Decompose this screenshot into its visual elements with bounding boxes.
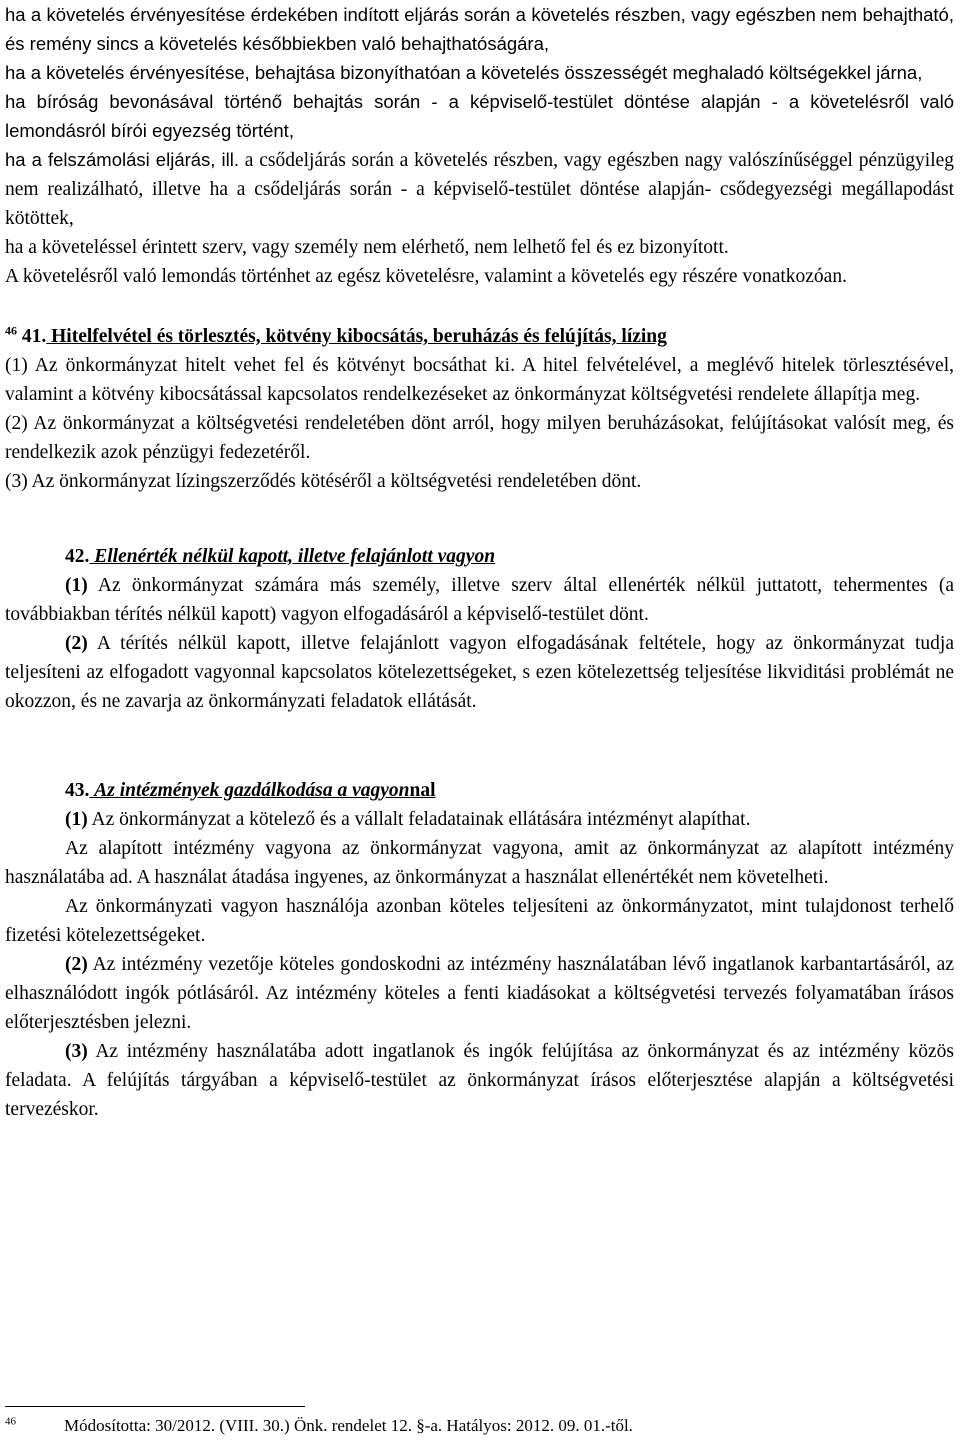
paragraph-waiver: A követelésről való lemondás történhet az egész követelésre, valamint a követelés egy részére vonatkozóan. (5, 266, 847, 287)
document-body (5, 0, 954, 1124)
footnote-ref-46[interactable]: 46 (5, 323, 17, 338)
paragraph-court-settlement: ha bíróság bevonásával történő behajtás során - a képviselő-testület döntése alapján - a követelésről való lemondásról bírói egyezség történt, (5, 91, 954, 141)
section-41-paragraph-1: (1) Az önkormányzat hitelt vehet fel és kötvényt bocsáthat ki. A hitel felvételével, a meglévő hitelek törlesztésével, valamint a kötvény kibocsátással kapcsolatos rendelkezéseket az önkormányzat költségvetési rendelete állapítja meg. (5, 355, 954, 405)
section-43-paragraph-3: (3) Az intézmény használatába adott ingatlanok és ingók felújítása az önkormányzat és az intézmény közös feladata. A felújítás tárgyában a képviselő-testület az önkormányzat írásos előterjesztése alapján a költségvetési tervezéskor. (5, 1041, 954, 1120)
section-41-title: Hitelfelvétel és törlesztés, kötvény kibocsátás, beruházás és felújítás, lízing (51, 326, 667, 347)
liquidation-lead: ha a felszámolási eljárás, ill. (5, 149, 239, 170)
section-41-number: $^{46}$ 41. (5, 323, 47, 347)
section-43-paragraph-1c: Az önkormányzati vagyon használója azonban köteles teljesíteni az önkormányzatot, mint tulajdonost terhelő fizetési kötelezettségeket. (5, 896, 954, 946)
section-42-title: Ellenérték nélkül kapott, illetve felajánlott vagyon (94, 546, 496, 567)
paragraph-costs: ha a követelés érvényesítése, behajtása bizonyíthatóan a követelés összességét meghaladó költségekkel járna, (5, 62, 923, 83)
section-43-title: Az intézmények gazdálkodása a vagyon (94, 780, 410, 801)
footnote-46 (5, 1414, 633, 1438)
section-43-paragraph-1b: Az alapított intézmény vagyona az önkormányzat vagyona, amit az önkormányzat az alapított intézmény használatába ad. A használat átadása ingyenes, az önkormányzat a használat ellenértékét nem követelheti. (5, 838, 954, 888)
footnote-number: 46 (5, 1415, 16, 1428)
paragraph-unreachable: ha a követeléssel érintett szerv, vagy személy nem elérhető, nem lelhető fel és ez bizonyított. (5, 237, 729, 258)
section-43-paragraph-2: (2) Az intézmény vezetője köteles gondoskodni az intézmény használatában lévő ingatlanok karbantartásáról, az elhasználódott ingók pótlásáról. Az intézmény köteles a fenti kiadásokat a költségvetési tervezés folyamatában írásos előterjesztésben jelezni. (5, 954, 954, 1033)
section-42-number: 42. (65, 546, 90, 567)
section-43-number: 43. (65, 780, 90, 801)
section-42-heading (5, 542, 954, 571)
footnote-text: Módosította: 30/2012. (VIII. 30.) Önk. rendelet 12. §-a. Hatályos: 2012. 09. 01.-től. (64, 1416, 633, 1435)
liquidation-rest: a csődeljárás során a követelés részben, vagy egészben nagy valószínűséggel pénzügyileg nem realizálható, illetve ha a csődeljárás során - a képviselő-testület döntése alapján- csődegyezségi megállapodást kötöttek, (5, 150, 955, 229)
footnote-divider (5, 1406, 305, 1407)
section-42-paragraph-2: (2) A térítés nélkül kapott, illetve felajánlott vagyon elfogadásának feltétele, hogy az önkormányzat tudja teljesíteni az elfogadott vagyonnal kapcsolatos kötelezettségeket, s ezen kötelezettség teljesítése likviditási problémát ne okozzon, és ne zavarja az önkormányzati feladatok ellátását. (5, 633, 954, 712)
paragraph-liquidation (5, 145, 954, 233)
section-43-paragraph-1: (1) Az önkormányzat a kötelező és a vállalt feladatainak ellátására intézményt alapíthat. (65, 809, 751, 830)
section-41-heading (5, 322, 954, 351)
section-43-title-tail: nal (409, 780, 436, 801)
section-42-paragraph-1: (1) Az önkormányzat számára más személy, illetve szerv által ellenérték nélkül juttatott, tehermentes (a továbbiakban térítés nélkül kapott) vagyon elfogadásáról a képviselő-testület dönt. (5, 575, 954, 625)
section-41-paragraph-3: (3) Az önkormányzat lízingszerződés kötéséről a költségvetési rendeletében dönt. (5, 471, 642, 492)
paragraph-uncollectible: ha a követelés érvényesítése érdekében indított eljárás során a követelés részben, vagy egészben nem behajtható, és remény sincs a követelés későbbiekben való behajthatóságára, (5, 4, 954, 54)
section-41-paragraph-2: (2) Az önkormányzat a költségvetési rendeletében dönt arról, hogy milyen beruházásokat, felújításokat valósít meg, és rendelkezik azok pénzügyi fedezetéről. (5, 413, 954, 463)
section-43-heading (5, 776, 954, 805)
